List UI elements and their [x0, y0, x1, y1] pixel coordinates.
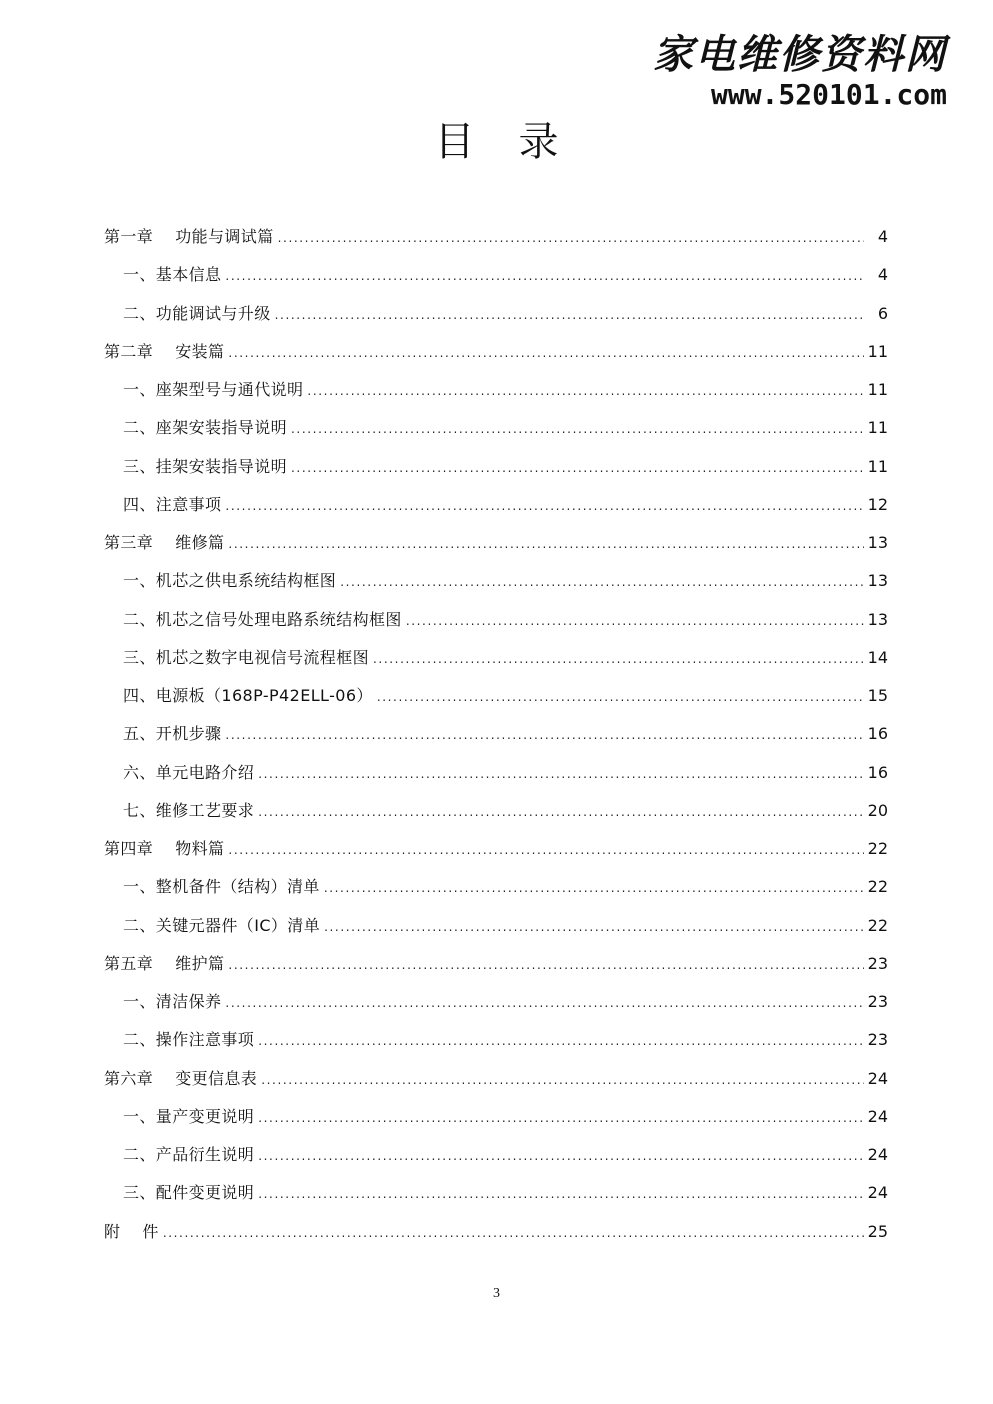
- toc-entry-label: 三、机芯之数字电视信号流程框图: [123, 647, 370, 667]
- toc-entry-label: 四、电源板（168P-P42ELL-06）: [123, 686, 373, 705]
- toc-section-entry[interactable]: [104, 1136, 888, 1174]
- toc-entry-label: 二、座架安装指导说明: [123, 418, 288, 438]
- toc-page-number: 24: [867, 1145, 888, 1164]
- toc-entry-label: 四、注意事项: [123, 494, 222, 514]
- toc-section-entry[interactable]: [104, 486, 888, 524]
- toc-section-entry[interactable]: [104, 1098, 888, 1136]
- toc-chapter-title: 物料篇: [175, 839, 225, 858]
- toc-entry-label: [104, 945, 224, 983]
- toc-chapter-entry[interactable]: [104, 945, 888, 983]
- toc-chapter-number: 附: [104, 1221, 121, 1241]
- toc-entry-label: 二、机芯之信号处理电路系统结构框图: [123, 609, 402, 629]
- table-of-contents: [104, 218, 888, 1251]
- toc-dot-leader: [228, 334, 863, 372]
- toc-chapter-entry[interactable]: [104, 524, 888, 562]
- toc-dot-leader: [324, 908, 864, 946]
- toc-entry-label: 一、量产变更说明: [123, 1106, 255, 1126]
- toc-dot-leader: [340, 563, 863, 601]
- toc-page-number: 23: [867, 953, 888, 973]
- toc-page-number: 23: [867, 1030, 888, 1050]
- toc-dot-leader: [225, 257, 864, 295]
- toc-section-entry[interactable]: [104, 639, 888, 677]
- toc-page-number: 25: [867, 1221, 888, 1241]
- toc-section-entry[interactable]: [104, 677, 888, 715]
- toc-entry-label: [104, 524, 224, 562]
- toc-section-entry[interactable]: [104, 371, 888, 409]
- toc-page-number: 16: [867, 724, 888, 744]
- toc-section-entry[interactable]: [104, 907, 888, 945]
- toc-entry-label: 一、基本信息: [123, 265, 222, 285]
- toc-chapter-title: 件: [142, 1221, 159, 1241]
- toc-entry-label: 一、清洁保养: [123, 992, 222, 1011]
- toc-dot-leader: [258, 1137, 863, 1175]
- watermark-site-url: www.520101.com: [710, 78, 947, 111]
- toc-section-entry[interactable]: [104, 448, 888, 486]
- toc-section-entry[interactable]: [104, 983, 888, 1021]
- toc-dot-leader: [258, 1099, 863, 1137]
- toc-chapter-number: 第二章: [104, 341, 154, 361]
- toc-page-number: 20: [867, 800, 888, 820]
- toc-page-number: 13: [867, 609, 888, 629]
- toc-chapter-number: 第五章: [104, 953, 154, 973]
- toc-chapter-number: 第六章: [104, 1068, 154, 1088]
- toc-chapter-number: 第三章: [104, 533, 154, 552]
- toc-chapter-title: 维修篇: [175, 533, 225, 552]
- toc-page-number: 16: [867, 762, 888, 782]
- toc-chapter-title: 安装篇: [175, 341, 225, 361]
- toc-page-number: 14: [867, 647, 888, 667]
- toc-chapter-entry[interactable]: [104, 1060, 888, 1098]
- toc-page-number: 12: [867, 494, 888, 514]
- toc-dot-leader: [225, 984, 863, 1022]
- toc-dot-leader: [324, 869, 864, 907]
- toc-entry-label: [104, 1213, 159, 1251]
- toc-page-number: 13: [867, 533, 888, 552]
- toc-dot-leader: [228, 831, 863, 869]
- toc-page-number: 13: [867, 571, 888, 591]
- toc-section-entry[interactable]: [104, 1021, 888, 1059]
- toc-dot-leader: [228, 946, 863, 984]
- toc-entry-label: [104, 333, 224, 371]
- watermark-site-name: 家电维修资料网: [653, 31, 947, 78]
- toc-entry-label: 二、功能调试与升级: [123, 303, 271, 323]
- toc-dot-leader: [278, 219, 864, 257]
- toc-entry-label: [104, 218, 274, 256]
- toc-section-entry[interactable]: [104, 256, 888, 294]
- toc-entry-label: [104, 1060, 257, 1098]
- toc-page-number: 22: [867, 915, 888, 935]
- toc-dot-leader: [258, 755, 863, 793]
- toc-entry-label: 一、机芯之供电系统结构框图: [123, 571, 337, 591]
- toc-dot-leader: [406, 602, 864, 640]
- toc-entry-label: 一、整机备件（结构）清单: [123, 877, 320, 897]
- toc-entry-label: 二、产品衍生说明: [123, 1145, 255, 1164]
- toc-dot-leader: [258, 1175, 863, 1213]
- toc-page-number: 4: [877, 265, 888, 285]
- toc-page-number: 11: [867, 341, 888, 361]
- toc-page-number: 22: [867, 839, 888, 858]
- toc-entry-label: 一、座架型号与通代说明: [123, 380, 304, 399]
- toc-entry-label: 二、关键元器件（IC）清单: [123, 915, 321, 935]
- toc-section-entry[interactable]: [104, 562, 888, 600]
- toc-dot-leader: [291, 449, 864, 487]
- toc-dot-leader: [258, 1022, 863, 1060]
- toc-page-number: 24: [867, 1183, 888, 1203]
- toc-entry-label: 六、单元电路介绍: [123, 762, 255, 782]
- toc-page-number: 15: [867, 686, 888, 705]
- toc-dot-leader: [377, 678, 864, 716]
- toc-dot-leader: [291, 410, 864, 448]
- toc-entry-label: 三、挂架安装指导说明: [123, 456, 288, 476]
- toc-entry-label: [104, 830, 224, 868]
- toc-section-entry[interactable]: [104, 715, 888, 753]
- toc-chapter-title: 变更信息表: [175, 1068, 258, 1088]
- toc-section-entry[interactable]: [104, 792, 888, 830]
- page-title: 目录: [434, 119, 603, 165]
- toc-entry-label: 三、配件变更说明: [123, 1183, 255, 1203]
- toc-section-entry[interactable]: [104, 409, 888, 447]
- toc-page-number: 6: [877, 303, 888, 323]
- toc-chapter-number: 第一章: [104, 227, 154, 246]
- site-watermark: [627, 30, 947, 110]
- toc-page-number: 4: [877, 227, 888, 246]
- toc-section-entry[interactable]: [104, 295, 888, 333]
- toc-section-entry[interactable]: [104, 754, 888, 792]
- toc-chapter-entry[interactable]: [104, 1213, 888, 1251]
- page-number: 3: [493, 1286, 500, 1301]
- toc-dot-leader: [307, 372, 863, 410]
- toc-dot-leader: [228, 525, 863, 563]
- toc-entry-label: 七、维修工艺要求: [123, 800, 255, 820]
- toc-chapter-entry[interactable]: [104, 333, 888, 371]
- toc-page-number: 11: [867, 380, 888, 399]
- toc-section-entry[interactable]: [104, 868, 888, 906]
- toc-dot-leader: [258, 793, 863, 831]
- toc-dot-leader: [163, 1214, 864, 1252]
- toc-page-number: 22: [867, 877, 888, 897]
- toc-chapter-title: 维护篇: [175, 953, 225, 973]
- toc-page-number: 24: [867, 1068, 888, 1088]
- toc-chapter-title: 功能与调试篇: [175, 227, 274, 246]
- toc-dot-leader: [373, 640, 864, 678]
- toc-dot-leader: [225, 487, 863, 525]
- toc-section-entry[interactable]: [104, 601, 888, 639]
- toc-page-number: 11: [867, 456, 888, 476]
- toc-chapter-entry[interactable]: [104, 218, 888, 256]
- toc-dot-leader: [261, 1061, 863, 1099]
- toc-chapter-number: 第四章: [104, 839, 154, 858]
- toc-entry-label: 五、开机步骤: [123, 724, 222, 744]
- toc-page-number: 24: [867, 1106, 888, 1126]
- toc-dot-leader: [275, 296, 864, 334]
- toc-page-number: 11: [867, 418, 888, 438]
- toc-chapter-entry[interactable]: [104, 830, 888, 868]
- toc-section-entry[interactable]: [104, 1174, 888, 1212]
- toc-entry-label: 二、操作注意事项: [123, 1030, 255, 1050]
- toc-page-number: 23: [867, 992, 888, 1011]
- toc-dot-leader: [225, 716, 863, 754]
